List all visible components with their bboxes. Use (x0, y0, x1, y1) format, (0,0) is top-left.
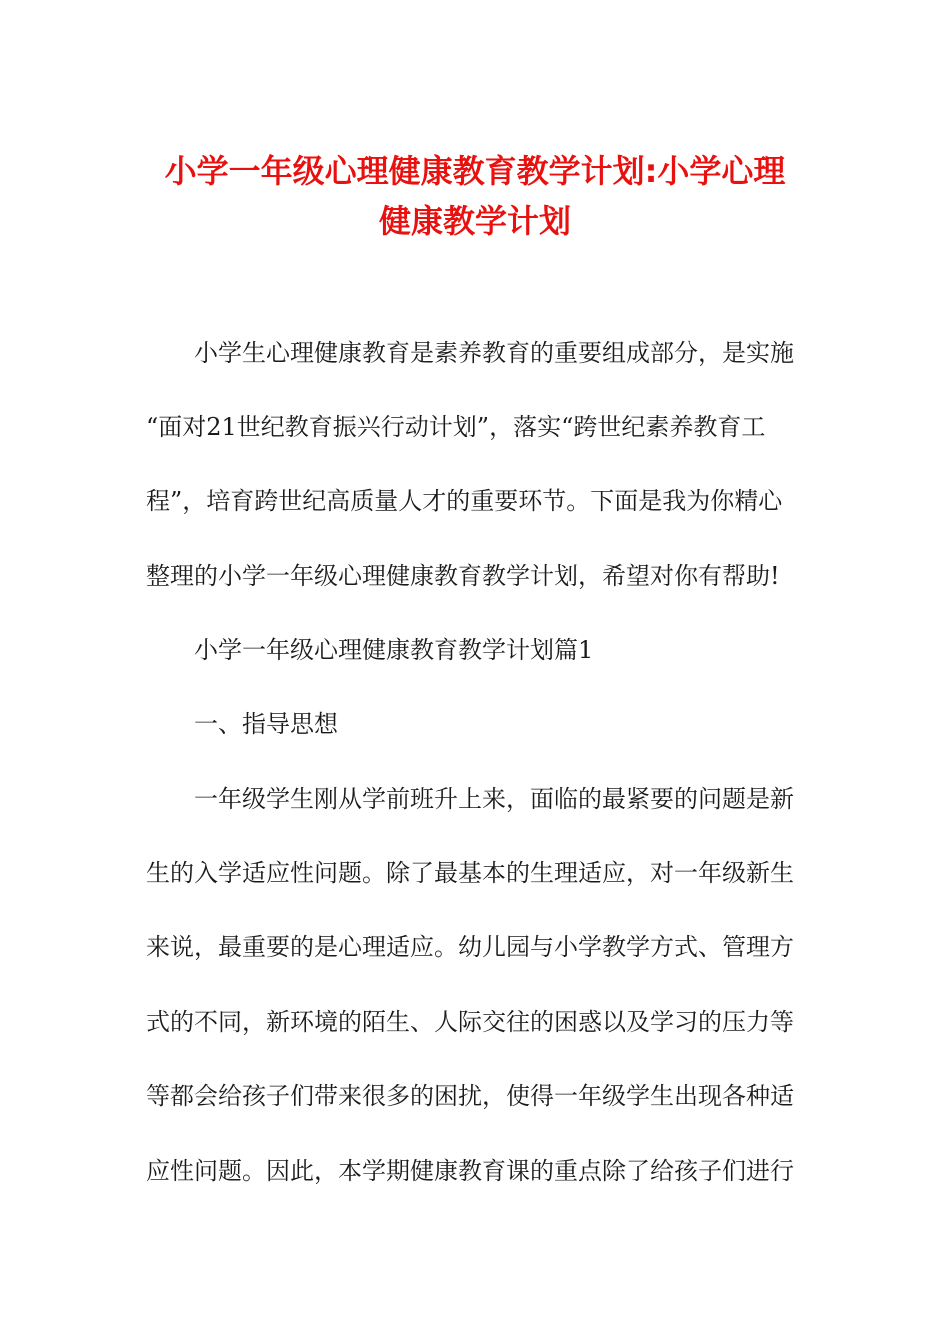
paragraph-2-line-1: 一年级学生刚从学前班升上来，面临的最紧要的问题是新 (194, 785, 794, 813)
title-line-2: 健康教学计划 (378, 202, 571, 240)
section-heading-guiding-ideology: 一、指导思想 (194, 710, 338, 738)
document-title (120, 146, 830, 246)
paragraph-1-line-2: “面对21世纪教育振兴行动计划”，落实“跨世纪素养教育工 (146, 413, 766, 441)
paragraph-2-line-6: 应性问题。因此，本学期健康教育课的重点除了给孩子们进行 (146, 1157, 794, 1185)
title-line-1: 小学一年级心理健康教育教学计划:小学心理 (164, 152, 786, 190)
paragraph-2-line-3: 来说，最重要的是心理适应。幼儿园与小学教学方式、管理方 (146, 933, 794, 961)
paragraph-1-line-4: 整理的小学一年级心理健康教育教学计划，希望对你有帮助! (146, 562, 780, 590)
paragraph-1-line-1: 小学生心理健康教育是素养教育的重要组成部分，是实施 (194, 339, 794, 367)
paragraph-2-line-2: 生的入学适应性问题。除了最基本的生理适应，对一年级新生 (146, 859, 794, 887)
section-heading-part-1: 小学一年级心理健康教育教学计划篇1 (194, 636, 594, 664)
paragraph-1-line-3: 程”，培育跨世纪高质量人才的重要环节。下面是我为你精心 (146, 487, 783, 515)
paragraph-2-line-5: 等都会给孩子们带来很多的困扰，使得一年级学生出现各种适 (146, 1082, 794, 1110)
paragraph-2-line-4: 式的不同，新环境的陌生、人际交往的困惑以及学习的压力等 (146, 1008, 794, 1036)
